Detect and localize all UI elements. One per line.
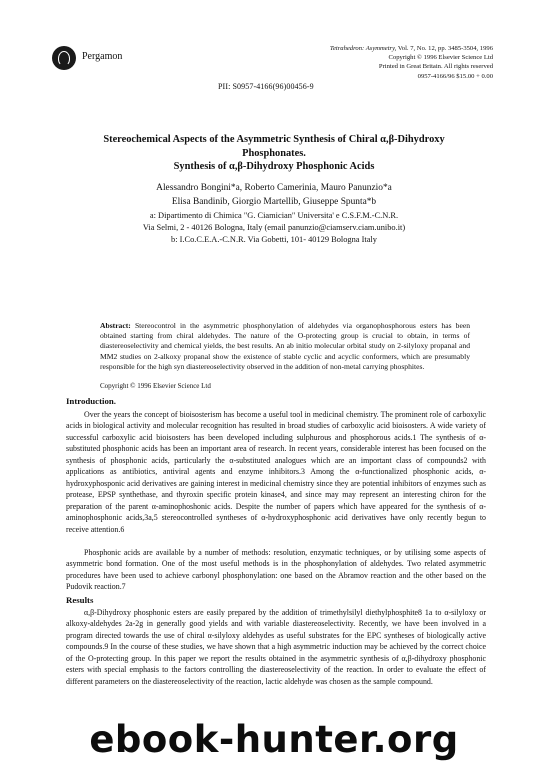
journal-price: 0957-4166/96 $15.00 + 0.00 [417,72,493,80]
title-line-1: Stereochemical Aspects of the Asymmetric Synthesis of Chiral α,β-Dihydroxy [103,134,445,145]
affiliation-a-address: Via Selmi, 2 - 40126 Bologna, Italy (email panunzio@ciamserv.ciam.unibo.it) [142,223,406,232]
abstract [100,321,470,372]
results-paragraph-1 [66,607,486,687]
title-line-2: Phosphonates. [242,147,306,159]
affiliation-b: b: I.Co.C.E.A.-C.N.R. Via Gobetti, 101- 40129 Bologna Italy [171,235,377,244]
watermark: ebook-hunter.org [89,718,459,761]
introduction-paragraph-2 [66,547,486,593]
affiliations [60,210,488,246]
pergamon-logo-icon [52,46,76,70]
results-p1-text: α,β-Dihydroxy phosphonic esters are easily prepared by the addition of trimethylsilyl diethylphosphite8 1a to α-silyloxy or alkoxy-aldehydes 2a-2g in generally good yields and with variable diastereoselectivity. Recently, we have been involved in a program directed towards the use of chiral α-silyloxy aldehydes as useful substrates for the EPC syntheses of biologically active compounds.9 In the course of these studies, we have shown that a high asymmetric induction may be achieved by the correct choice of the O-protecting group. In this paper we report the results obtained in the asymmetric synthesis of α,β-dihydroxy phosphonic esters with special emphasis to the factors controlling the diastereoselectivity of the reaction. In order to evaluate the effect of different parameters on the diastereoselectivity of the reaction, lactic aldehyde was chosen as the sample compound. [66,608,486,686]
journal-copyright: Copyright © 1996 Elsevier Science Ltd [388,54,493,62]
paper-title [60,133,488,174]
journal-citation [283,44,493,81]
journal-line-1 [283,44,493,53]
abstract-text: Stereocontrol in the asymmetric phosphonylation of aldehydes via organophosphorous esters has been obtained starting from chiral aldehydes. The nature of the O-protecting group is crucial to obtain, in terms of diastereoselectivity and chemical yields, the best results. An ab initio molecular orbital study on 2-silyloxy propanal and MM2 studies on 2-alkoxy propanal show the existence of stable cyclic and acyclic conformers, which are presumably responsible for the high syn diastereoselectivity observed in the addition of non-metal carrying phosphites. [100,321,470,371]
authors-line-2: Elisa Bandinib, Giorgio Martellib, Giuseppe Spunta*b [171,196,377,207]
author-list [60,182,488,209]
intro-p1-text: Over the years the concept of bioisosterism has become a useful tool in medicinal chemistry. The prominent role of carboxylic acids in biological activity and molecular recognition has resulted in broad studies of carboxylic acid bioisosters. A wide variety of successful carboxylic acid bioisosters has been developed including sulphurous and phosphorous acids.1 The synthesis of α-substituted phosphonic acids has been an important area of research. In recent years, considerable interest has been focused on the synthesis of phosphonic acids, particularly the α-substituted analogues which are an important class of compounds2 with applications as antibiotics, antiviral agents and enzyme inhibitors.3 Among the α-functionalized phosphonic acids, α-hydroxyphosponic acid derivatives are gaining interest in medicinal chemistry since they are potential inhibitors of enzymes such as protease, EPSP synthethase, and thyroxin specific protein kinase4, and since may may represent an interesting chiron for the preparation of the parent α-aminophoshonic acids. Despite the number of papers which have appeared for the synthesis of α-aminophosphonic acids,3a,5 stereocontrolled syntheses of α-hydroxyphosphonic acid derivatives have only recently begun to receive attention.6 [66,410,486,534]
journal-volume: Vol. 7, No. 12, pp. 3485-3504, 1996 [397,45,493,52]
pii-identifier: PII: S0957-4166(96)00456-9 [218,82,314,91]
abstract-copyright: Copyright © 1996 Elsevier Science Ltd [100,382,211,390]
affiliation-a: a: Dipartimento di Chimica "G. Ciamician" Universita' e C.S.F.M.-C.N.R. [149,211,399,220]
introduction-paragraph-1 [66,409,486,535]
journal-printed: Printed in Great Britain. All rights reserved [378,63,493,71]
introduction-heading: Introduction. [66,396,116,406]
journal-name: Tetrahedron: Asymmetry, [329,45,397,52]
publisher-name: Pergamon [82,51,123,62]
authors-line-1: Alessandro Bongini*a, Roberto Camerinia, Mauro Panunzio*a [156,183,392,193]
abstract-label: Abstract: [100,321,131,330]
results-heading: Results [66,595,94,605]
intro-p2-text: Phosphonic acids are available by a number of methods: resolution, enzymatic techniques, or by utilising some aspects of asymmetric bond formation. One of the most useful methods is in the phosphonylation of aldehydes. Two related asymmetric procedures have been used to achieve carbonyl phosphonylation: one based on the Abramov reaction and the other based on the Pudovik reaction.7 [66,548,486,592]
title-line-3: Synthesis of α,β-Dihydroxy Phosphonic Acids [173,161,375,173]
